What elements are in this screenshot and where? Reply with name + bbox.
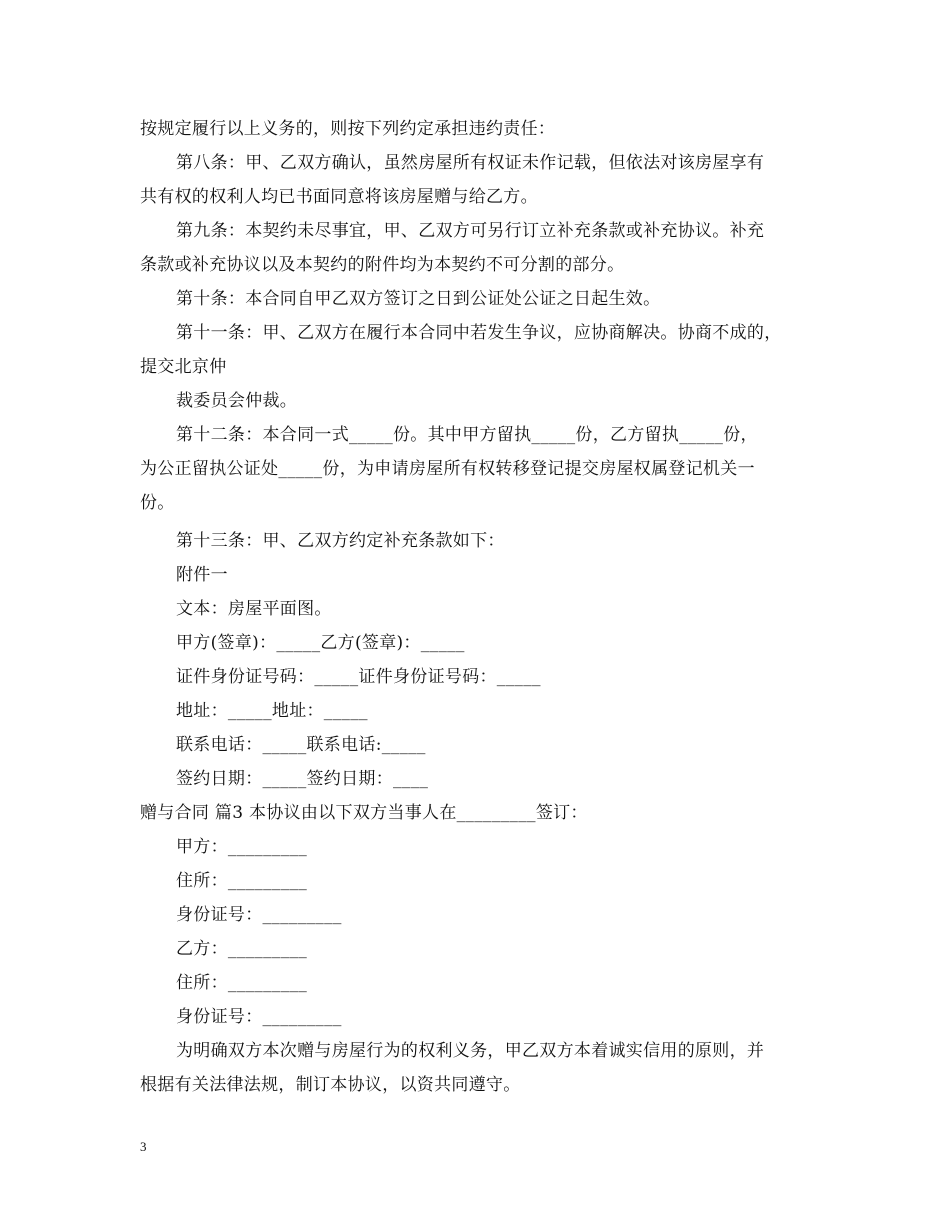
phone-line: 联系电话：_____联系电话:_____ [176,735,426,755]
party-b-id-line: 身份证号：_________ [176,1007,342,1027]
article-11-line-3: 裁委员会仲裁。 [176,391,298,411]
article-12-line-3: 份。 [140,493,175,513]
purpose-line-1: 为明确双方本次赠与房屋行为的权利义务，甲乙双方本着诚实信用的原则，并 [176,1041,765,1061]
article-12-line-2: 为公正留执公证处_____份，为申请房屋所有权转移登记提交房屋权属登记机关一 [140,459,755,479]
attachment-text: 文本：房屋平面图。 [176,599,332,619]
article-13: 第十三条：甲、乙双方约定补充条款如下： [176,531,505,551]
text-line-1: 按规定履行以上义务的，则按下列约定承担违约责任： [140,119,556,139]
party-a-address-line: 住所：_________ [176,871,308,891]
article-9-line-1: 第九条：本契约未尽事宜，甲、乙双方可另行订立补充条款或补充协议。补充 [176,221,765,241]
party-b-address-line: 住所：_________ [176,973,308,993]
party-a-line: 甲方：_________ [176,837,308,857]
article-10: 第十条：本合同自甲乙双方签订之日到公证处公证之日起生效。 [176,289,661,309]
sign-date-line: 签约日期：_____签约日期：____ [176,769,429,789]
signature-line: 甲方(签章)：_____乙方(签章)：_____ [176,633,465,653]
attachment-title: 附件一 [176,565,228,585]
address-line: 地址：_____地址：_____ [176,701,368,721]
article-11-line-2: 提交北京仲 [140,357,227,377]
article-12-line-1: 第十二条：本合同一式_____份。其中甲方留执_____份，乙方留执_____份， [176,425,758,445]
id-number-line: 证件身份证号码：_____证件身份证号码：_____ [176,667,541,687]
article-11-line-1: 第十一条：甲、乙双方在履行本合同中若发生争议，应协商解决。协商不成的， [176,323,782,343]
article-9-line-2: 条款或补充协议以及本契约的附件均为本契约不可分割的部分。 [140,255,625,275]
purpose-line-2: 根据有关法律法规，制订本协议，以资共同遵守。 [140,1075,521,1095]
page-number: 3 [140,1139,147,1154]
article-8-line-1: 第八条：甲、乙双方确认，虽然房屋所有权证未作记载，但依法对该房屋享有 [176,153,765,173]
party-b-line: 乙方：_________ [176,939,308,959]
article-8-line-2: 共有权的权利人均已书面同意将该房屋赠与给乙方。 [140,187,538,207]
section-heading: 赠与合同 篇3 本协议由以下双方当事人在_________签订： [140,803,588,823]
party-a-id-line: 身份证号：_________ [176,905,342,925]
